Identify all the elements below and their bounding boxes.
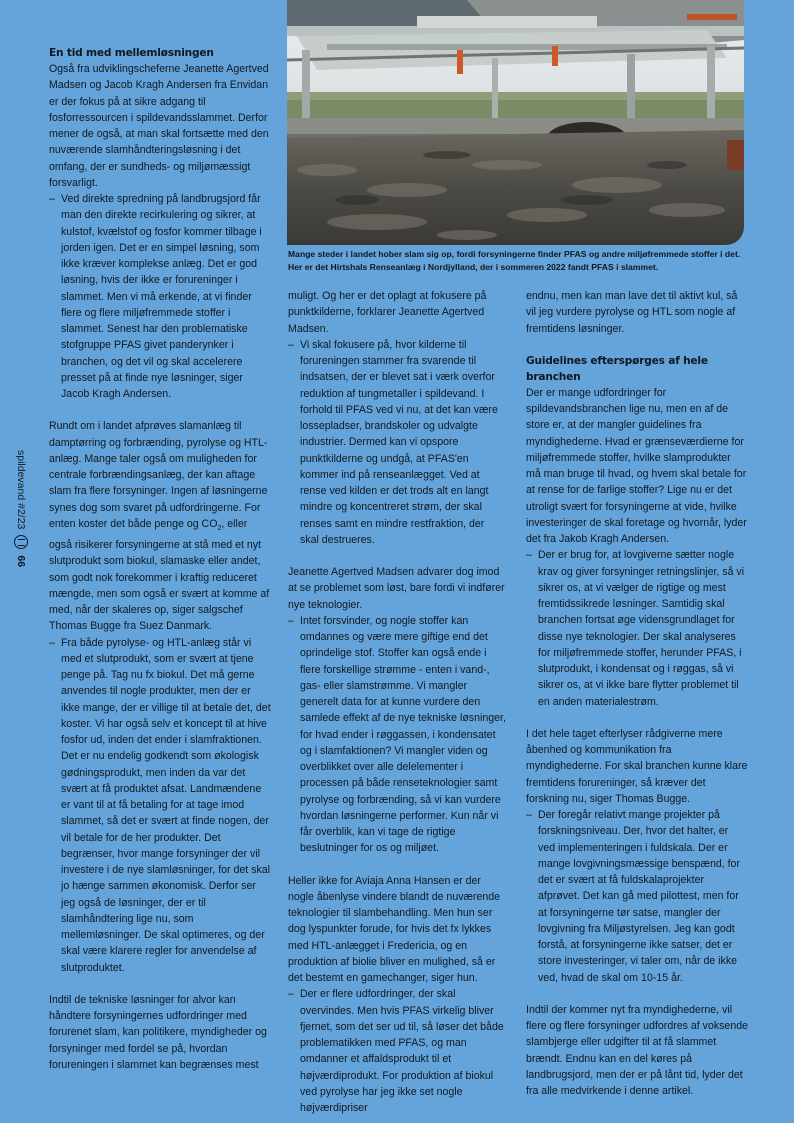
paragraph: I det hele taget efterlyser rådgiverne mere åbenhed og kommunikation fra myndighederne. For skal branchen kunne klare fremtidens forureninger, så kræver det forskning nu, siger Thomas Bugge. <box>526 727 748 805</box>
page-footer <box>16 450 40 580</box>
article-column-1 <box>49 45 271 1073</box>
paragraph: Indtil der kommer nyt fra myndighederne, vil flere og flere forsyninger udfordres af voksende slambjerge eller udgifter til at få slammet brændt. Endnu kan en del køres på landbrugsjord, men der er på lånt tid, lyder det fra alle medvirkende i denne artikel. <box>526 1003 749 1097</box>
bullet-dash: – <box>526 549 532 562</box>
paragraph: endnu, men kan man lave det til aktivt kul, så vil jeg vurdere pyrolyse og HTL som nogle af fremtidens løsninger. <box>526 290 738 335</box>
sludge-storage-photo <box>287 0 744 245</box>
quote-bullet: – Fra både pyrolyse- og HTL-anlæg står vi med et slutprodukt, som er svært at tjene penge på. Tag nu fx biokul. Det må gerne anvendes til nogle produkter, men der er ikke mange, der er villige til at betale det, det koster. Vi har også selv et koncept til at hive fosfor ud, inden det ender i slamfraktionen. Det er nu endelig godkendt som økologisk gødningsprodukt, men inden da var det svært at få produktet afsat. Landmændene er vant til at få betaling for at tage imod slammet, så det er svært at finde nogen, der vil betale for de her produkter. Det begrænser, hvor mange forsyninger der vil investere i de nye slamløsninger, for det skal jo hænge sammen økonomisk. Derfor ser jeg også de løsninger, der er til slamhåndtering lige nu, som mellemløsninger. De skal optimeres, og der skal være klarere regler for anvendelse af slutproduktet. <box>49 636 271 974</box>
paragraph: Også fra udviklingscheferne Jeanette Agertved Madsen og Jacob Kragh Andersen fra Envidan er der fokus på at sikre adgang til fosforressourcen i spildevandsslammet. Derfor mener de også, at man skal fortsætte med den nuværende slamhåndteringsløsning i det omfang, der er sundheds- og miljømæssigt forsvarligt. <box>49 63 269 189</box>
bullet-dash: – <box>288 614 294 627</box>
quote-bullet: – Der er flere udfordringer, der skal overvindes. Men hvis PFAS virkelig bliver fjernet, som det ser ud til, så løser det både problematikken med PFAS, og man omdanner et affaldsprodukt til et højværdiprodukt. For produktion af biokul ved pyrolyse har jeg ikke set nogle højværdipriser <box>288 988 504 1114</box>
section-heading: Guidelines efterspørges af hele branchen <box>526 354 708 383</box>
bullet-dash: – <box>288 988 294 1001</box>
paragraph: Der er mange udfordringer for spildevandsbranchen lige nu, men en af de store er, at der mangler guidelines fra myndighederne. Hvad er grænseværdierne for miljøfremmede stoffer, hvilke slamprodukter må man bruge til hvad, og hvem skal betale for at rense for de farlige stoffer? Lige nu er det utroligt svært for forsyningerne at vide, hvilke investeringer de skal foretage og hvornår, lyder det fra Jakob Kragh Andersen. <box>526 386 747 545</box>
publication-name: spildevand #2/23 <box>15 450 27 530</box>
paragraph: muligt. Og her er det oplagt at fokusere på punktkilderne, forklarer Jeanette Agertved Madsen. <box>288 290 487 335</box>
bullet-dash: – <box>49 193 55 205</box>
paragraph: Heller ikke for Aviaja Anna Hansen er der nogle åbenlyse vindere blandt de nuværende teknologier til slambehandling. Men hun ser dog lyspunkter forude, for hvis det fx lykkes med HTL-anlægget i Fredericia, og en produktion af biolie bliver en mulighed, så er det bestemt en gamechanger, siger hun. <box>288 874 501 984</box>
quote-bullet: – Vi skal fokusere på, hvor kilderne til forureningen stammer fra svarende til indsatsen, der er blevet sat i værk overfor reduktion af tungmetaller i spildevand. I forhold til PFAS ved vi nu, at det kan være lossepladser, brandskoler og udvalgte industrier. Dermed kan vi opspore punktkilderne og undgå, at PFAS'en kommer ind på renseanlægget. Ved at rense ved kilden er det trods alt en langt mindre og koncentreret strøm, der skal renses samt en mindre restfraktion, der skal destrueres. <box>288 338 498 546</box>
quote-bullet: – Ved direkte spredning på landbrugsjord får man den direkte recirkulering og sikrer, at kulstof, kvælstof og fosfor kommer tilbage i jorden igen. Det er en simpel løsning, som ikke kræver komplekse anlæg. Det er god løsning, hvis der ikke er forureninger i slammet. Men vi må erkende, at vi finder flere og flere miljøfremmede stoffer i slammet. Senest har den problematiske stofgruppe PFAS givet panderynker i branchen, og det vil og skal accelerere presset på at finde nye løsninger, siger Jacob Kragh Andersen. <box>49 193 262 400</box>
paragraph: Rundt om i landet afprøves slamanlæg til damptørring og forbrænding, pyrolyse og HTL-anlæg. Mange taler også om muligheden for centrale forbrændingsanlæg, der kan aftage slam fra flere forsyninger. Ingen af løsningerne synes dog som svaret på udfordringerne. For enten koster det både penge og $CO_2$, eller også risikerer forsyningerne at stå med et nyt slutprodukt som biokul, slamaske eller andet, som godt nok forekommer i kraftig reduceret mængde, men som også er svært at komme af med, når der skaleres op, siger salgschef Thomas Bugge fra Suez Danmark. <box>49 420 270 633</box>
paragraph: Jeanette Agertved Madsen advarer dog imod at se problemet som løst, bare fordi vi indfører nye teknologier. <box>288 566 505 611</box>
bullet-dash: – <box>526 809 532 821</box>
bullet-dash: – <box>49 636 55 649</box>
section-heading: En tid med mellemløsningen <box>49 47 214 59</box>
paragraph: Indtil de tekniske løsninger for alvor kan håndtere forsyningernes udfordringer med forurenet slam, kan politikere, myndigheder og forsyninger med fordel se på, hvordan forureningen i slammet kan begrænses mest <box>49 993 267 1071</box>
bullet-dash: – <box>288 338 294 351</box>
article-column-2 <box>288 288 506 1116</box>
magazine-logo-icon <box>14 535 28 549</box>
article-column-3 <box>526 288 748 1099</box>
subscript: 2 <box>217 524 222 532</box>
quote-bullet: – Der foregår relativt mange projekter på forskningsniveau. Der, hvor det halter, er ved implementeringen i fuldskala. Der er mange lovgivningsmæssige benspænd, for det er svært at få fuldskalaprojekter afprøvet. Det kan gå med pilottest, men for at forsyningerne tør satse, mangler der lovgivning fra Miljøstyrelsen. Jeg kan godt forstå, at forsyningerne ikke satser, det er store investeringer, vi taler om, når de ikke ved, hvad de skal om 10-15 år. <box>526 809 740 984</box>
page-number: 66 <box>15 555 27 568</box>
quote-bullet: – Intet forsvinder, og nogle stoffer kan omdannes og være mere giftige end det oprindelige stof. Stoffer kan også ende i flere forskellige strømme - enten i vand-, gas- eller slamstrømme. Vi mangler generelt data for at kunne vurdere den samlede effekt af de nye tekniske løsninger, for hvad ender i røggassen, i kondensatet og i slamfaktionen? Vi mangler viden og overblikket over alle delelementer i processen på både renseteknologier samt pyrolyse og forbrænding, så vi kan vurdere hvordan løsningerne performer. Kun når vi får overblik, kan vi tage de rigtige beslutninger for os og miljøet. <box>288 614 506 855</box>
photo-caption: Mange steder i landet hober slam sig op, fordi forsyningerne finder PFAS og andre miljøfremmede stoffer i det. Her er det Hirtshals Renseanlæg i Nordjylland, der i sommeren 2022 fandt PFAS i slammet. <box>288 249 741 272</box>
quote-bullet: – Der er brug for, at lovgiverne sætter nogle krav og giver forsyninger retningslinjer, så vi sikrer os, at vi vælger de rigtige og mest fremtidssikrede løsninger. Samtidig skal branchen fortsat øge vidensgrundlaget for disse nye teknologier. Der skal analyseres for miljøfremmede stoffer, herunder PFAS, i slutprodukt, i kondensat og i røggas, så vi sikrer os, at vi ikke bare flytter problemet til en anden materialestrøm. <box>526 549 745 708</box>
